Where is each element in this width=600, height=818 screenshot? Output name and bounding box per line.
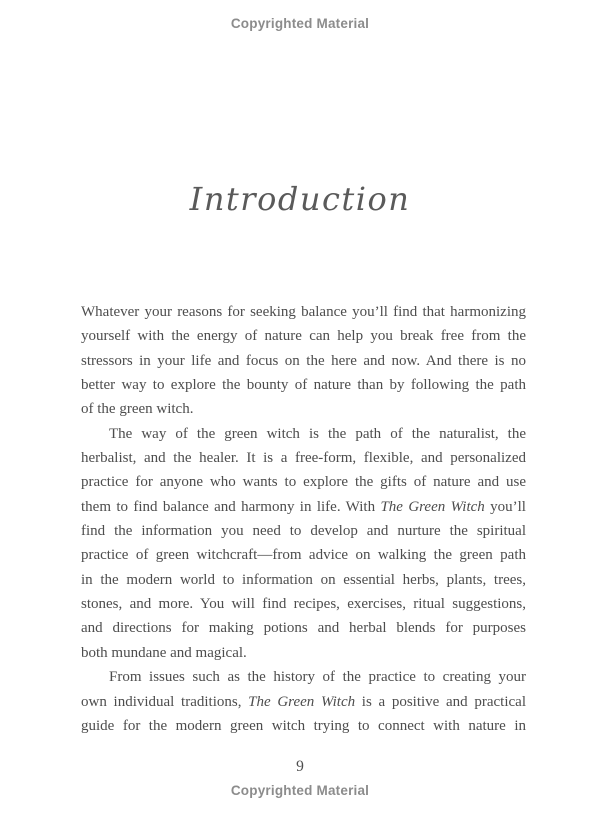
text-run: own individual traditions, <box>81 693 249 710</box>
chapter-heading: Introduction <box>189 180 411 218</box>
text-line <box>81 616 526 640</box>
text-line <box>81 422 526 446</box>
text-run: guide for the modern green witch trying to connect with nature in <box>81 717 526 734</box>
text-run: Whatever your reasons for seeking balance you’ll find that harmonizing <box>81 304 526 320</box>
text-line <box>81 690 526 714</box>
text-line <box>81 543 526 567</box>
text-line <box>81 324 526 348</box>
copyright-watermark-top: Copyrighted Material <box>230 16 370 31</box>
page-number: 9 <box>296 758 304 775</box>
text-run: you’ll <box>484 498 526 515</box>
text-line <box>81 446 526 470</box>
text-line <box>81 568 526 592</box>
book-title-italic: The Green Witch <box>380 498 485 515</box>
text-run: of the green witch. <box>81 401 194 418</box>
text-run: find the information you need to develop and nurture the spiritual <box>81 523 526 540</box>
text-run: stones, and more. You will find recipes, exercises, ritual suggestions, <box>81 596 526 613</box>
text-line <box>81 592 526 616</box>
copyright-watermark-bottom: Copyrighted Material <box>230 783 370 798</box>
text-run: is a positive and practical <box>355 693 526 710</box>
text-run: practice for anyone who wants to explore the gifts of nature and use <box>81 474 526 491</box>
text-line <box>81 495 526 519</box>
text-run: practice of green witchcraft—from advice on walking the green path <box>81 547 526 564</box>
text-line <box>81 397 526 421</box>
text-run: From issues such as the history of the practice to creating your <box>109 669 526 686</box>
text-run: in the modern world to information on essential herbs, plants, trees, <box>81 571 526 588</box>
text-line <box>81 714 526 738</box>
text-line <box>81 641 526 665</box>
text-run: and directions for making potions and herbal blends for purposes <box>81 620 526 637</box>
text-line <box>81 373 526 397</box>
text-run: yourself with the energy of nature can help you break free from the <box>81 328 526 345</box>
text-run: both mundane and magical. <box>81 644 247 661</box>
text-run: The way of the green witch is the path of the naturalist, the <box>109 425 526 442</box>
text-run: better way to explore the bounty of nature than by following the path <box>81 377 526 394</box>
text-run: them to find balance and harmony in life. With <box>81 498 381 515</box>
text-line <box>81 300 526 324</box>
text-line <box>81 519 526 543</box>
body-text <box>81 300 526 738</box>
text-line <box>81 349 526 373</box>
text-line <box>81 665 526 689</box>
text-run: stressors in your life and focus on the here and now. And there is no <box>81 352 526 369</box>
text-line <box>81 470 526 494</box>
book-title-italic: The Green Witch <box>248 693 356 710</box>
text-run: herbalist, and the healer. It is a free-form, flexible, and personalized <box>81 450 526 467</box>
